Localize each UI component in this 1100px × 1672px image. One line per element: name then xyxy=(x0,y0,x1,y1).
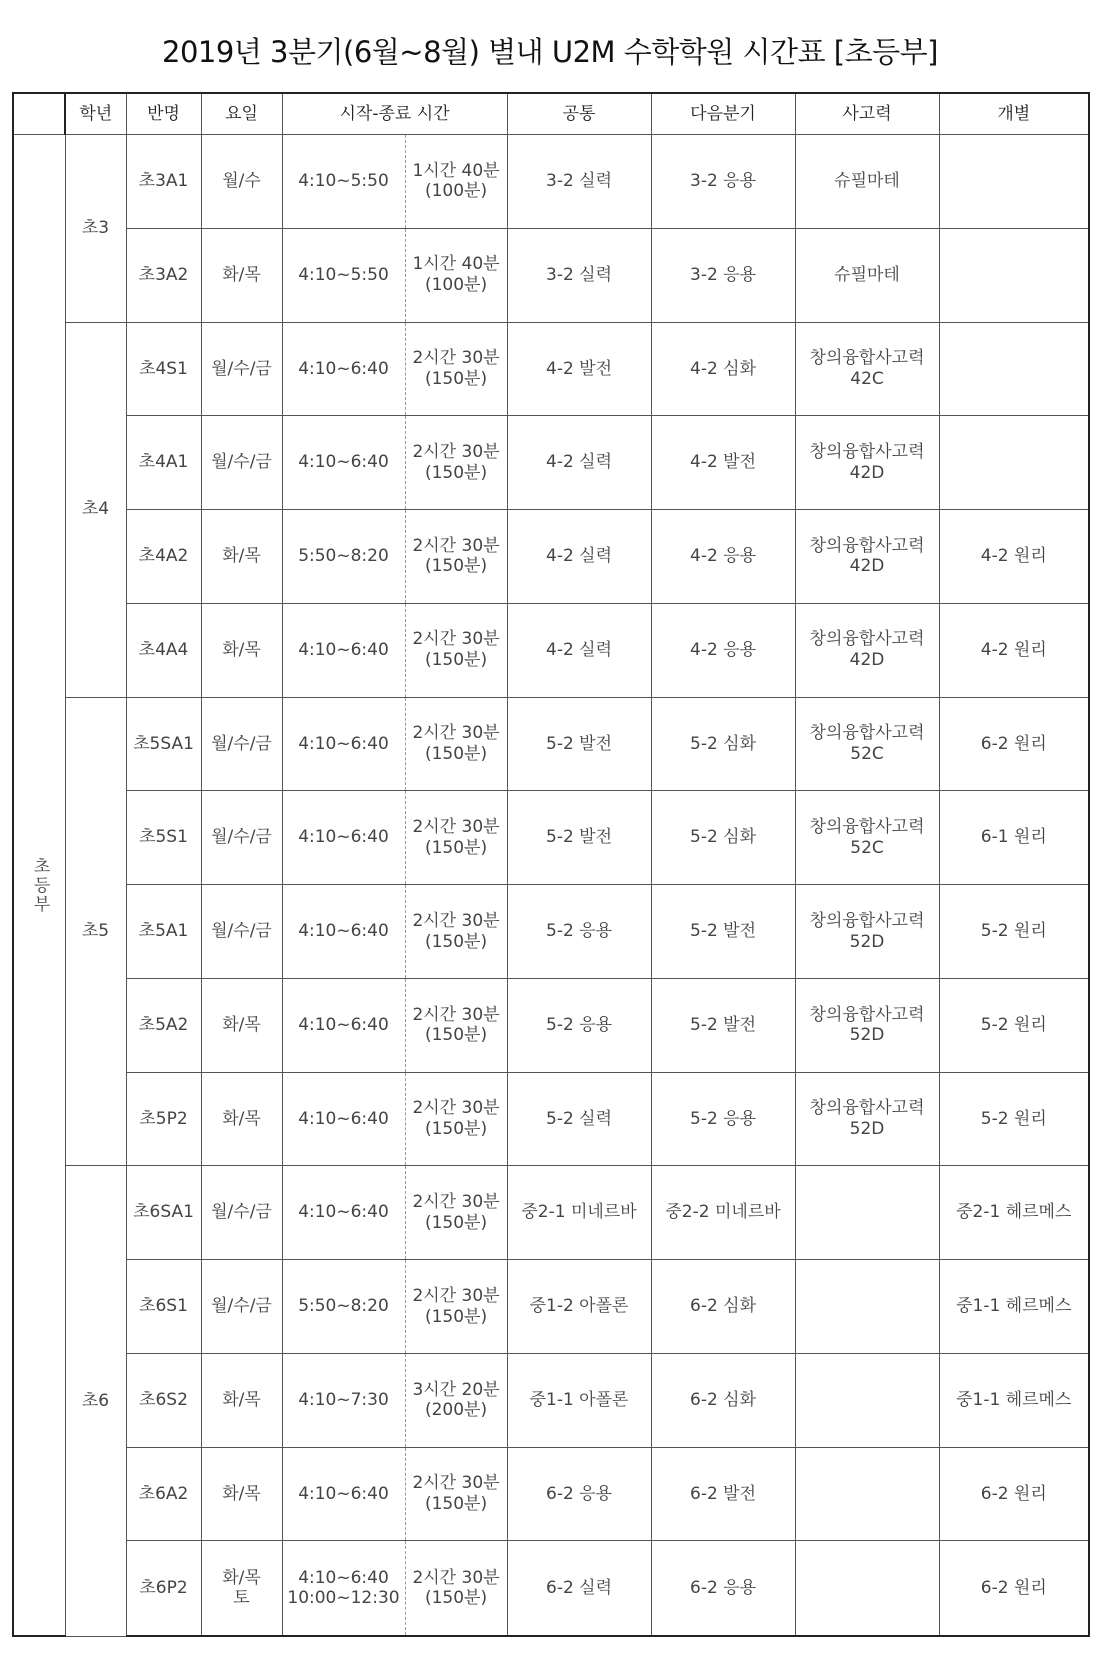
thinking-header: 사고력 xyxy=(795,93,939,135)
thinking-course-cell xyxy=(795,416,939,510)
time-range-cell xyxy=(282,791,405,885)
duration-cell-line: (150분) xyxy=(424,743,488,764)
days-cell xyxy=(201,1353,282,1447)
table-row xyxy=(13,978,1089,1072)
days-cell xyxy=(201,603,282,697)
duration-cell-line: 2시간 30분 xyxy=(412,910,500,931)
thinking-course-cell-line: 52D xyxy=(849,1025,885,1046)
department-header-cell xyxy=(13,93,65,135)
duration-cell-line: (150분) xyxy=(424,1306,488,1327)
thinking-course-cell xyxy=(795,1072,939,1166)
days-cell-line: 화/목 xyxy=(222,1483,261,1504)
common-course-cell: 4-2 발전 xyxy=(507,322,651,416)
common-course-cell: 6-2 응용 xyxy=(507,1447,651,1541)
class-name-cell: 초3A1 xyxy=(126,135,201,229)
days-cell xyxy=(201,1166,282,1260)
duration-cell-line: 2시간 30분 xyxy=(412,723,500,744)
individual-course-cell: 4-2 원리 xyxy=(939,603,1089,697)
duration-cell xyxy=(405,135,507,229)
next-quarter-cell: 5-2 심화 xyxy=(651,791,795,885)
time-range-cell xyxy=(282,1072,405,1166)
next-quarter-cell: 5-2 응용 xyxy=(651,1072,795,1166)
duration-cell-line: (150분) xyxy=(424,1119,488,1140)
table-row xyxy=(13,603,1089,697)
duration-cell-line: 1시간 40분 xyxy=(412,160,500,181)
individual-course-cell: 5-2 원리 xyxy=(939,885,1089,979)
individual-course-cell xyxy=(939,135,1089,229)
time-range-cell xyxy=(282,1353,405,1447)
duration-cell-line: 1시간 40분 xyxy=(412,254,500,275)
duration-cell xyxy=(405,978,507,1072)
duration-cell-line: (150분) xyxy=(424,1588,488,1609)
individual-course-cell: 6-1 원리 xyxy=(939,791,1089,885)
common-course-cell: 중1-1 아폴론 xyxy=(507,1353,651,1447)
time-range-cell-line: 4:10~5:50 xyxy=(298,264,389,285)
duration-cell xyxy=(405,603,507,697)
common-course-cell: 3-2 실력 xyxy=(507,228,651,322)
thinking-course-cell xyxy=(795,978,939,1072)
days-cell-line: 토 xyxy=(233,1588,250,1609)
grade-label: 초3 xyxy=(65,135,126,323)
time-range-cell xyxy=(282,322,405,416)
thinking-course-cell xyxy=(795,135,939,229)
duration-cell-line: 2시간 30분 xyxy=(412,441,500,462)
class-name-cell: 초6S2 xyxy=(126,1353,201,1447)
thinking-course-cell xyxy=(795,228,939,322)
next-quarter-cell: 6-2 심화 xyxy=(651,1353,795,1447)
thinking-course-cell-line: 창의융합사고력 xyxy=(809,348,925,369)
duration-cell xyxy=(405,1260,507,1354)
class-header: 반명 xyxy=(126,93,201,135)
table-row xyxy=(13,1260,1089,1354)
days-cell xyxy=(201,1447,282,1541)
duration-cell xyxy=(405,1166,507,1260)
days-cell xyxy=(201,416,282,510)
duration-cell-line: (150분) xyxy=(424,1025,488,1046)
table-row xyxy=(13,791,1089,885)
time-range-cell xyxy=(282,1166,405,1260)
duration-cell-line: 2시간 30분 xyxy=(412,535,500,556)
time-range-cell-line: 4:10~5:50 xyxy=(298,171,389,192)
class-name-cell: 초6SA1 xyxy=(126,1166,201,1260)
common-course-cell: 4-2 실력 xyxy=(507,416,651,510)
duration-cell-line: (150분) xyxy=(424,368,488,389)
days-cell-line: 월/수 xyxy=(222,171,261,192)
thinking-course-cell-line: 42D xyxy=(849,556,885,577)
duration-cell xyxy=(405,791,507,885)
common-header: 공통 xyxy=(507,93,651,135)
time-range-cell-line: 4:10~6:40 xyxy=(298,1567,389,1588)
time-range-cell-line: 5:50~8:20 xyxy=(298,1296,389,1317)
table-row xyxy=(13,1166,1089,1260)
days-cell-line: 월/수/금 xyxy=(211,733,272,754)
time-range-cell-line: 4:10~7:30 xyxy=(298,1389,389,1410)
thinking-course-cell-line: 창의융합사고력 xyxy=(809,441,925,462)
next-quarter-header: 다음분기 xyxy=(651,93,795,135)
time-range-cell xyxy=(282,697,405,791)
grade-label: 초5 xyxy=(65,697,126,1166)
thinking-course-cell-line: 52D xyxy=(849,1119,885,1140)
common-course-cell: 중2-1 미네르바 xyxy=(507,1166,651,1260)
thinking-course-cell-line: 42C xyxy=(850,368,884,389)
thinking-course-cell xyxy=(795,697,939,791)
duration-cell xyxy=(405,1072,507,1166)
duration-cell-line: 3시간 20분 xyxy=(412,1379,500,1400)
table-row xyxy=(13,135,1089,229)
time-range-cell-line: 4:10~6:40 xyxy=(298,827,389,848)
thinking-course-cell xyxy=(795,603,939,697)
table-row xyxy=(13,416,1089,510)
time-range-cell xyxy=(282,1541,405,1636)
duration-cell-line: (150분) xyxy=(424,931,488,952)
thinking-course-cell xyxy=(795,1541,939,1636)
class-name-cell: 초4A1 xyxy=(126,416,201,510)
grade-label: 초4 xyxy=(65,322,126,697)
thinking-course-cell-line: 52C xyxy=(850,837,884,858)
days-cell xyxy=(201,322,282,416)
department-label: 초등부 xyxy=(13,135,65,1637)
individual-course-cell: 4-2 원리 xyxy=(939,510,1089,604)
next-quarter-cell: 5-2 심화 xyxy=(651,697,795,791)
individual-header: 개별 xyxy=(939,93,1089,135)
thinking-course-cell-line: 창의융합사고력 xyxy=(809,817,925,837)
duration-cell xyxy=(405,416,507,510)
individual-course-cell xyxy=(939,416,1089,510)
thinking-course-cell xyxy=(795,885,939,979)
duration-cell-line: (100분) xyxy=(424,275,488,296)
thinking-course-cell xyxy=(795,1447,939,1541)
thinking-course-cell-line: 창의융합사고력 xyxy=(809,1004,925,1025)
time-range-cell-line: 4:10~6:40 xyxy=(298,1014,389,1035)
days-cell-line: 화/목 xyxy=(222,1108,261,1129)
thinking-course-cell-line: 42D xyxy=(849,462,885,483)
time-range-cell xyxy=(282,510,405,604)
page-title: 2019년 3분기(6월~8월) 별내 U2M 수학학원 시간표 [초등부] xyxy=(162,35,938,69)
days-cell xyxy=(201,885,282,979)
duration-cell-line: (150분) xyxy=(424,1494,488,1515)
table-row xyxy=(13,697,1089,791)
duration-cell-line: (150분) xyxy=(424,650,488,671)
next-quarter-cell: 6-2 응용 xyxy=(651,1541,795,1636)
table-row xyxy=(13,1541,1089,1636)
days-cell-line: 월/수/금 xyxy=(211,827,272,848)
next-quarter-cell: 중2-2 미네르바 xyxy=(651,1166,795,1260)
duration-cell-line: 2시간 30분 xyxy=(412,1192,500,1213)
duration-cell-line: 2시간 30분 xyxy=(412,1004,500,1025)
duration-cell xyxy=(405,1447,507,1541)
next-quarter-cell: 4-2 응용 xyxy=(651,603,795,697)
common-course-cell: 4-2 실력 xyxy=(507,603,651,697)
time-range-cell xyxy=(282,416,405,510)
thinking-course-cell-line: 52C xyxy=(850,743,884,764)
class-name-cell: 초5S1 xyxy=(126,791,201,885)
class-name-cell: 초4S1 xyxy=(126,322,201,416)
table-row xyxy=(13,322,1089,416)
duration-cell xyxy=(405,697,507,791)
grade-label: 초6 xyxy=(65,1166,126,1636)
table-row xyxy=(13,1353,1089,1447)
individual-course-cell: 6-2 원리 xyxy=(939,1447,1089,1541)
time-range-cell-line: 4:10~6:40 xyxy=(298,921,389,942)
days-cell-line: 화/목 xyxy=(222,1389,261,1410)
next-quarter-cell: 3-2 응용 xyxy=(651,135,795,229)
time-range-cell-line: 4:10~6:40 xyxy=(298,1108,389,1129)
thinking-course-cell-line: 52D xyxy=(849,931,885,952)
common-course-cell: 6-2 실력 xyxy=(507,1541,651,1636)
class-name-cell: 초4A2 xyxy=(126,510,201,604)
table-row xyxy=(13,1072,1089,1166)
common-course-cell: 5-2 발전 xyxy=(507,791,651,885)
next-quarter-cell: 4-2 심화 xyxy=(651,322,795,416)
duration-cell-line: (150분) xyxy=(424,837,488,858)
grade-header: 학년 xyxy=(65,93,126,135)
thinking-course-cell-line: 슈필마테 xyxy=(834,171,900,192)
table-row xyxy=(13,510,1089,604)
duration-cell xyxy=(405,228,507,322)
common-course-cell: 5-2 응용 xyxy=(507,885,651,979)
duration-cell-line: 2시간 30분 xyxy=(412,1567,500,1588)
common-course-cell: 5-2 발전 xyxy=(507,697,651,791)
time-range-cell xyxy=(282,135,405,229)
time-range-cell xyxy=(282,1447,405,1541)
thinking-course-cell xyxy=(795,510,939,604)
common-course-cell: 5-2 응용 xyxy=(507,978,651,1072)
duration-cell-line: 2시간 30분 xyxy=(412,1285,500,1306)
time-range-cell-line: 4:10~6:40 xyxy=(298,1202,389,1223)
time-range-cell xyxy=(282,228,405,322)
duration-cell xyxy=(405,1353,507,1447)
duration-cell-line: (200분) xyxy=(424,1400,488,1421)
time-range-cell xyxy=(282,1260,405,1354)
individual-course-cell: 6-2 원리 xyxy=(939,697,1089,791)
days-cell xyxy=(201,228,282,322)
timetable-body xyxy=(13,135,1089,1637)
thinking-course-cell-line: 창의융합사고력 xyxy=(809,910,925,931)
time-header: 시작-종료 시간 xyxy=(282,93,507,135)
individual-course-cell: 6-2 원리 xyxy=(939,1541,1089,1636)
common-course-cell: 5-2 실력 xyxy=(507,1072,651,1166)
next-quarter-cell: 3-2 응용 xyxy=(651,228,795,322)
class-name-cell: 초6A2 xyxy=(126,1447,201,1541)
days-cell xyxy=(201,791,282,885)
thinking-course-cell-line: 창의융합사고력 xyxy=(809,535,925,556)
time-range-cell-line: 4:10~6:40 xyxy=(298,452,389,473)
time-range-cell-line: 10:00~12:30 xyxy=(287,1588,400,1609)
table-row xyxy=(13,885,1089,979)
days-cell xyxy=(201,1072,282,1166)
days-cell-line: 화/목 xyxy=(222,1567,261,1588)
time-range-cell-line: 4:10~6:40 xyxy=(298,733,389,754)
next-quarter-cell: 4-2 응용 xyxy=(651,510,795,604)
duration-cell-line: 2시간 30분 xyxy=(412,817,500,837)
days-cell xyxy=(201,135,282,229)
days-cell xyxy=(201,697,282,791)
duration-cell-line: (150분) xyxy=(424,1212,488,1233)
duration-cell-line: 2시간 30분 xyxy=(412,1098,500,1119)
duration-cell-line: 2시간 30분 xyxy=(412,348,500,369)
class-name-cell: 초5SA1 xyxy=(126,697,201,791)
duration-cell-line: (100분) xyxy=(424,181,488,202)
time-range-cell-line: 4:10~6:40 xyxy=(298,1483,389,1504)
common-course-cell: 3-2 실력 xyxy=(507,135,651,229)
class-name-cell: 초6P2 xyxy=(126,1541,201,1636)
duration-cell-line: (150분) xyxy=(424,462,488,483)
time-range-cell xyxy=(282,978,405,1072)
days-cell-line: 월/수/금 xyxy=(211,1202,272,1223)
header-row xyxy=(13,93,1089,135)
days-cell-line: 월/수/금 xyxy=(211,921,272,942)
next-quarter-cell: 5-2 발전 xyxy=(651,978,795,1072)
next-quarter-cell: 5-2 발전 xyxy=(651,885,795,979)
next-quarter-cell: 4-2 발전 xyxy=(651,416,795,510)
individual-course-cell xyxy=(939,322,1089,416)
days-cell xyxy=(201,978,282,1072)
days-cell-line: 월/수/금 xyxy=(211,452,272,473)
thinking-course-cell xyxy=(795,1353,939,1447)
individual-course-cell: 5-2 원리 xyxy=(939,978,1089,1072)
individual-course-cell: 중1-1 헤르메스 xyxy=(939,1353,1089,1447)
thinking-course-cell xyxy=(795,791,939,885)
class-name-cell: 초5P2 xyxy=(126,1072,201,1166)
class-name-cell: 초5A2 xyxy=(126,978,201,1072)
time-range-cell xyxy=(282,603,405,697)
thinking-course-cell xyxy=(795,1260,939,1354)
individual-course-cell xyxy=(939,228,1089,322)
duration-cell xyxy=(405,1541,507,1636)
class-name-cell: 초5A1 xyxy=(126,885,201,979)
table-row xyxy=(13,1447,1089,1541)
individual-course-cell: 중1-1 헤르메스 xyxy=(939,1260,1089,1354)
thinking-course-cell-line: 창의융합사고력 xyxy=(809,723,925,744)
class-name-cell: 초6S1 xyxy=(126,1260,201,1354)
duration-cell xyxy=(405,885,507,979)
days-cell-line: 월/수/금 xyxy=(211,358,272,379)
class-name-cell: 초3A2 xyxy=(126,228,201,322)
common-course-cell: 중1-2 아폴론 xyxy=(507,1260,651,1354)
time-range-cell-line: 4:10~6:40 xyxy=(298,639,389,660)
days-cell xyxy=(201,510,282,604)
duration-cell-line: (150분) xyxy=(424,556,488,577)
thinking-course-cell xyxy=(795,1166,939,1260)
table-row xyxy=(13,228,1089,322)
timetable xyxy=(12,92,1090,1637)
class-name-cell: 초4A4 xyxy=(126,603,201,697)
individual-course-cell: 중2-1 헤르메스 xyxy=(939,1166,1089,1260)
thinking-course-cell-line: 42D xyxy=(849,650,885,671)
time-range-cell-line: 4:10~6:40 xyxy=(298,358,389,379)
days-cell-line: 화/목 xyxy=(222,546,261,567)
time-range-cell-line: 5:50~8:20 xyxy=(298,546,389,567)
individual-course-cell: 5-2 원리 xyxy=(939,1072,1089,1166)
common-course-cell: 4-2 실력 xyxy=(507,510,651,604)
days-cell-line: 화/목 xyxy=(222,1014,261,1035)
days-cell-line: 화/목 xyxy=(222,264,261,285)
duration-cell xyxy=(405,322,507,416)
thinking-course-cell-line: 창의융합사고력 xyxy=(809,1098,925,1119)
days-cell xyxy=(201,1541,282,1636)
next-quarter-cell: 6-2 발전 xyxy=(651,1447,795,1541)
duration-cell xyxy=(405,510,507,604)
duration-cell-line: 2시간 30분 xyxy=(412,1473,500,1494)
thinking-course-cell xyxy=(795,322,939,416)
days-header: 요일 xyxy=(201,93,282,135)
thinking-course-cell-line: 창의융합사고력 xyxy=(809,629,925,650)
days-cell-line: 화/목 xyxy=(222,639,261,660)
next-quarter-cell: 6-2 심화 xyxy=(651,1260,795,1354)
thinking-course-cell-line: 슈필마테 xyxy=(834,264,900,285)
duration-cell-line: 2시간 30분 xyxy=(412,629,500,650)
days-cell-line: 월/수/금 xyxy=(211,1296,272,1317)
days-cell xyxy=(201,1260,282,1354)
time-range-cell xyxy=(282,885,405,979)
